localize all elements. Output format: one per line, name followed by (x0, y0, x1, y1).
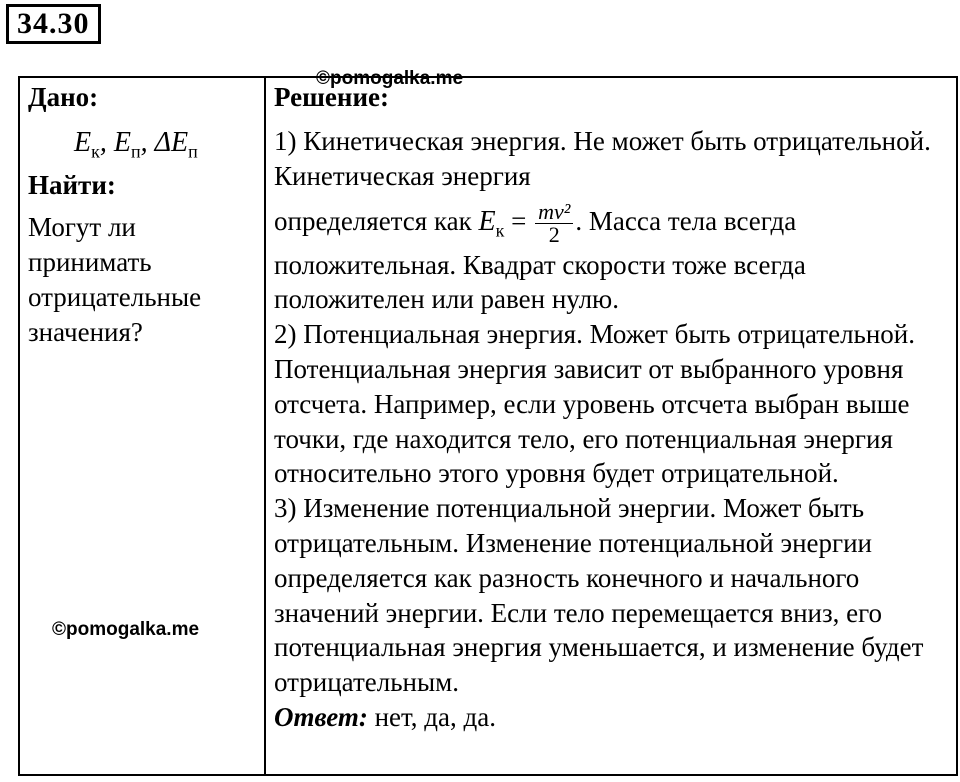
solution-part1-end: положительная. Квадрат скорости тоже всегда положителен или равен нулю. (274, 249, 806, 315)
answer-label: Ответ: (274, 701, 368, 732)
find-label: Найти: (28, 170, 116, 200)
problem-number: 34.30 (6, 4, 101, 44)
solution-label: Решение: (274, 82, 389, 112)
watermark-bottom: ©pomogalka.me (52, 619, 200, 640)
solution-part3: 3) Изменение потенциальной энергии. Может быть отрицательным. Изменение потенциальной энергии определяется как разность конечного и начального значений энергии. Если тело перемещается вниз, его потенциальная энергия уменьшается, и изменение будет отрицательным. (274, 493, 924, 698)
answer-line (274, 700, 954, 735)
find-question: Могут ли принимать отрицательные значения? (28, 212, 202, 347)
watermark-top: ©pomogalka.me (316, 68, 464, 89)
given-column (20, 78, 264, 774)
given-variables: $E_к$, $E_п$, $\Delta E_п$ (74, 127, 198, 162)
solution-part1-text: 1) Кинетическая энергия. Не может быть отрицательной. Кинетическая энергия (274, 126, 931, 191)
given-var-dep: $\Delta E_п$ (154, 127, 198, 162)
column-divider (264, 78, 266, 774)
solution-part2: 2) Потенциальная энергия. Может быть отрицательной. Потенциальная энергия зависит от выбранного уровня отсчета. Например, если уровень отсчета выбран выше точки, где находится тело, его потенциальная энергия относительно этого уровня будет отрицательной. (274, 319, 915, 489)
answer-value: нет, да, да. (374, 701, 497, 732)
given-var-ep: $E_п$ (113, 127, 141, 162)
solution-column (274, 80, 954, 735)
kinetic-energy-fraction: $\frac{\text{mv²}}{2}$ (535, 201, 573, 246)
given-var-ek: $E_к$ (74, 127, 100, 162)
given-label: Дано: (28, 82, 99, 112)
formula-lhs: $E_к$ (478, 205, 505, 241)
formula-line: определяется как $E_к$ = $\frac{\text{mv²}}{2}$ . Масса тела всегда (274, 198, 797, 247)
task-table (18, 76, 958, 776)
